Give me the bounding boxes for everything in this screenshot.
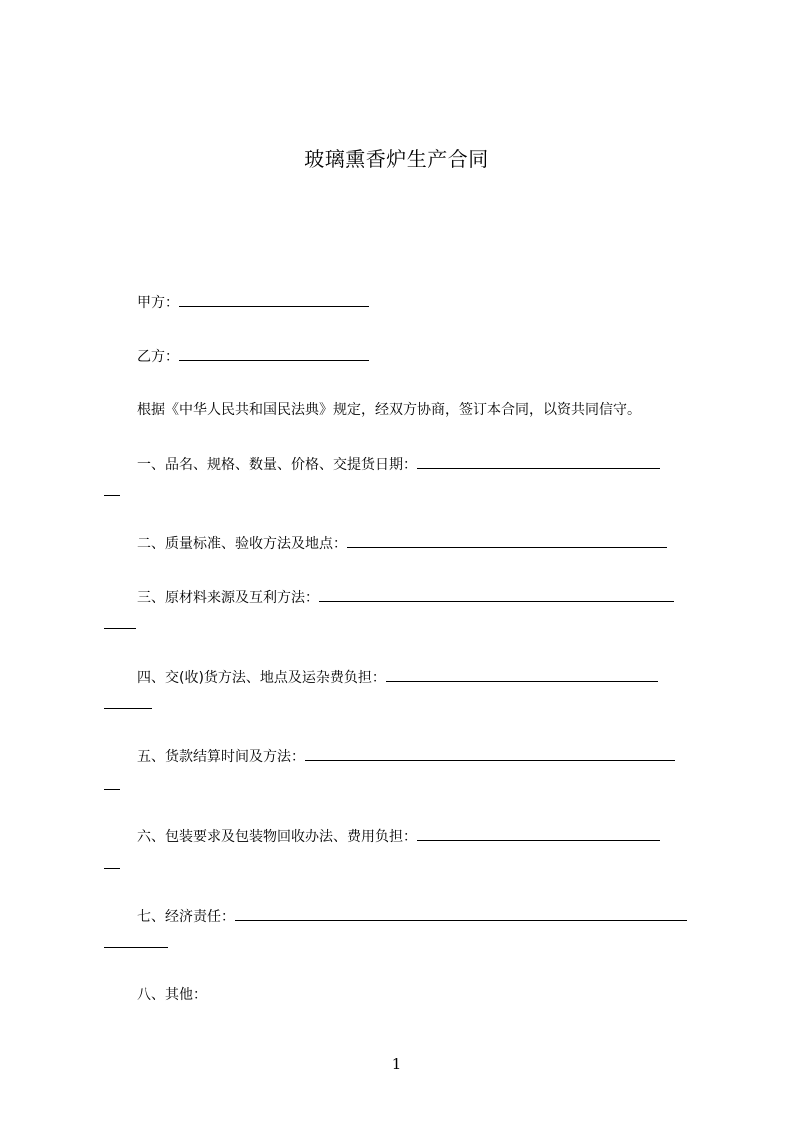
clause-5-label: 五、货款结算时间及方法： [137, 749, 305, 765]
page-number: 1 [391, 1055, 402, 1073]
clause-1-line [137, 454, 660, 474]
clause-6-blank[interactable] [417, 826, 660, 841]
clause-4-blank-continuation[interactable] [104, 707, 152, 709]
clause-2-blank[interactable] [347, 533, 667, 548]
clause-5-line [137, 746, 675, 766]
clause-2-label: 二、质量标准、验收方法及地点： [137, 536, 347, 552]
clause-4-label: 四、交(收)货方法、地点及运杂费负担： [137, 670, 386, 686]
clause-1-blank-continuation[interactable] [104, 494, 120, 496]
clause-6-line [137, 826, 660, 846]
clause-8-label: 八、其他： [137, 987, 207, 1003]
clause-3-blank-continuation[interactable] [104, 627, 136, 629]
document-title: 玻璃熏香炉生产合同 [304, 147, 489, 171]
clause-3-label: 三、原材料来源及互利方法： [137, 590, 319, 606]
clause-6-label: 六、包装要求及包装物回收办法、费用负担： [137, 829, 417, 845]
clause-3-blank[interactable] [319, 587, 674, 602]
clause-5-blank-continuation[interactable] [104, 788, 120, 790]
clause-2-line [137, 533, 667, 553]
clause-1-label: 一、品名、规格、数量、价格、交提货日期： [137, 457, 417, 473]
clause-4-blank[interactable] [386, 667, 658, 682]
party-a-label: 甲方： [137, 295, 179, 311]
party-b-line [137, 346, 369, 366]
clause-6-blank-continuation[interactable] [104, 867, 120, 869]
party-b-label: 乙方： [137, 349, 179, 365]
clause-7-blank-continuation[interactable] [104, 946, 168, 948]
clause-4-line [137, 667, 658, 687]
preamble-text: 根据《中华人民共和国民法典》规定，经双方协商，签订本合同，以资共同信守。 [137, 402, 641, 418]
clause-1-blank[interactable] [417, 454, 660, 469]
clause-7-line [137, 906, 687, 926]
clause-7-label: 七、经济责任： [137, 909, 235, 925]
clause-5-blank[interactable] [305, 746, 675, 761]
party-a-blank[interactable] [179, 292, 369, 307]
party-a-line [137, 292, 369, 312]
clause-7-blank[interactable] [235, 906, 687, 921]
clause-3-line [137, 587, 674, 607]
party-b-blank[interactable] [179, 346, 369, 361]
